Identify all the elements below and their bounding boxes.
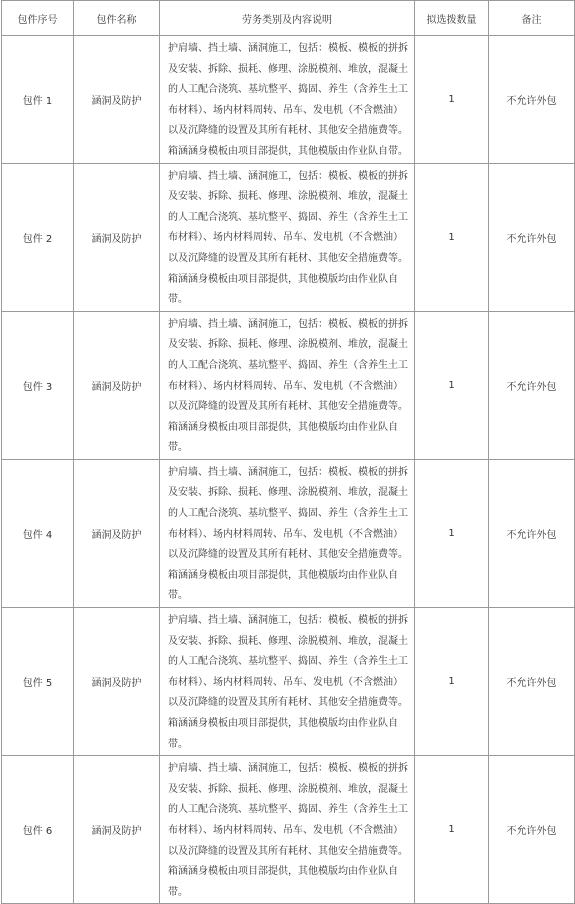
header-labor-description: 劳务类别及内容说明 — [160, 1, 415, 36]
package-seq-cell: 包件 3 — [2, 311, 74, 459]
table-row — [2, 756, 575, 904]
package-name-cell: 涵洞及防护 — [74, 608, 160, 756]
remarks-cell: 不允许外包 — [489, 756, 575, 904]
table-header — [2, 1, 575, 36]
table-row — [2, 163, 575, 311]
package-name-cell: 涵洞及防护 — [74, 36, 160, 164]
table-row — [2, 36, 575, 164]
header-package-seq: 包件序号 — [2, 1, 74, 36]
labor-description-cell: 护肩墙、挡土墙、涵洞施工，包括：模板、模板的拼拆及安装、拆除、损耗、修理、涂脱模剂、堆放，混凝土的人工配合浇筑、基坑整平、捣固、养生（含养生土工布材料）、场内材料周转、吊车、发电机（不含燃油）以及沉降缝的设置及其所有耗材、其他安全措施费等。箱涵涵身模板由项目部提供，其他模版均由作业队自带。 — [160, 459, 415, 607]
labor-description-cell: 护肩墙、挡土墙、涵洞施工，包括：模板、模板的拼拆及安装、拆除、损耗、修理、涂脱模剂、堆放，混凝土的人工配合浇筑、基坑整平、捣固、养生（含养生土工布材料）、场内材料周转、吊车、发电机（不含燃油）以及沉降缝的设置及其所有耗材、其他安全措施费等。箱涵涵身模板由项目部提供，其他模版由作业队自带。 — [160, 36, 415, 164]
header-remarks: 备注 — [489, 1, 575, 36]
package-seq-cell: 包件 6 — [2, 756, 74, 904]
table-body — [2, 36, 575, 904]
package-name-cell: 涵洞及防护 — [74, 163, 160, 311]
table-row — [2, 459, 575, 607]
remarks-cell: 不允许外包 — [489, 459, 575, 607]
package-seq-cell: 包件 2 — [2, 163, 74, 311]
labor-description-cell: 护肩墙、挡土墙、涵洞施工，包括：模板、模板的拼拆及安装、拆除、损耗、修理、涂脱模剂、堆放，混凝土的人工配合浇筑、基坑整平、捣固、养生（含养生土工布材料）、场内材料周转、吊车、发电机（不含燃油）以及沉降缝的设置及其所有耗材、其他安全措施费等。箱涵涵身模板由项目部提供，其他模版均由作业队自带。 — [160, 756, 415, 904]
header-quantity: 拟选拨数量 — [415, 1, 489, 36]
quantity-cell: 1 — [415, 459, 489, 607]
table-row — [2, 311, 575, 459]
remarks-cell: 不允许外包 — [489, 608, 575, 756]
package-seq-cell: 包件 4 — [2, 459, 74, 607]
package-name-cell: 涵洞及防护 — [74, 756, 160, 904]
remarks-cell: 不允许外包 — [489, 163, 575, 311]
quantity-cell: 1 — [415, 608, 489, 756]
remarks-cell: 不允许外包 — [489, 36, 575, 164]
remarks-cell: 不允许外包 — [489, 311, 575, 459]
labor-description-cell: 护肩墙、挡土墙、涵洞施工，包括：模板、模板的拼拆及安装、拆除、损耗、修理、涂脱模剂、堆放，混凝土的人工配合浇筑、基坑整平、捣固、养生（含养生土工布材料）、场内材料周转、吊车、发电机（不含燃油）以及沉降缝的设置及其所有耗材、其他安全措施费等。箱涵涵身模板由项目部提供，其他模版均由作业队自带。 — [160, 163, 415, 311]
package-seq-cell: 包件 5 — [2, 608, 74, 756]
package-seq-cell: 包件 1 — [2, 36, 74, 164]
header-row — [2, 1, 575, 36]
quantity-cell: 1 — [415, 311, 489, 459]
table-row — [2, 608, 575, 756]
labor-package-table — [1, 0, 575, 904]
quantity-cell: 1 — [415, 756, 489, 904]
quantity-cell: 1 — [415, 36, 489, 164]
labor-description-cell: 护肩墙、挡土墙、涵洞施工，包括：模板、模板的拼拆及安装、拆除、损耗、修理、涂脱模剂、堆放，混凝土的人工配合浇筑、基坑整平、捣固、养生（含养生土工布材料）、场内材料周转、吊车、发电机（不含燃油）以及沉降缝的设置及其所有耗材、其他安全措施费等。箱涵涵身模板由项目部提供，其他模版均由作业队自带。 — [160, 608, 415, 756]
header-package-name: 包件名称 — [74, 1, 160, 36]
package-name-cell: 涵洞及防护 — [74, 311, 160, 459]
quantity-cell: 1 — [415, 163, 489, 311]
labor-description-cell: 护肩墙、挡土墙、涵洞施工，包括：模板、模板的拼拆及安装、拆除、损耗、修理、涂脱模剂、堆放，混凝土的人工配合浇筑、基坑整平、捣固、养生（含养生土工布材料）、场内材料周转、吊车、发电机（不含燃油）以及沉降缝的设置及其所有耗材、其他安全措施费等。箱涵涵身模板由项目部提供，其他模版均由作业队自带。 — [160, 311, 415, 459]
package-name-cell: 涵洞及防护 — [74, 459, 160, 607]
